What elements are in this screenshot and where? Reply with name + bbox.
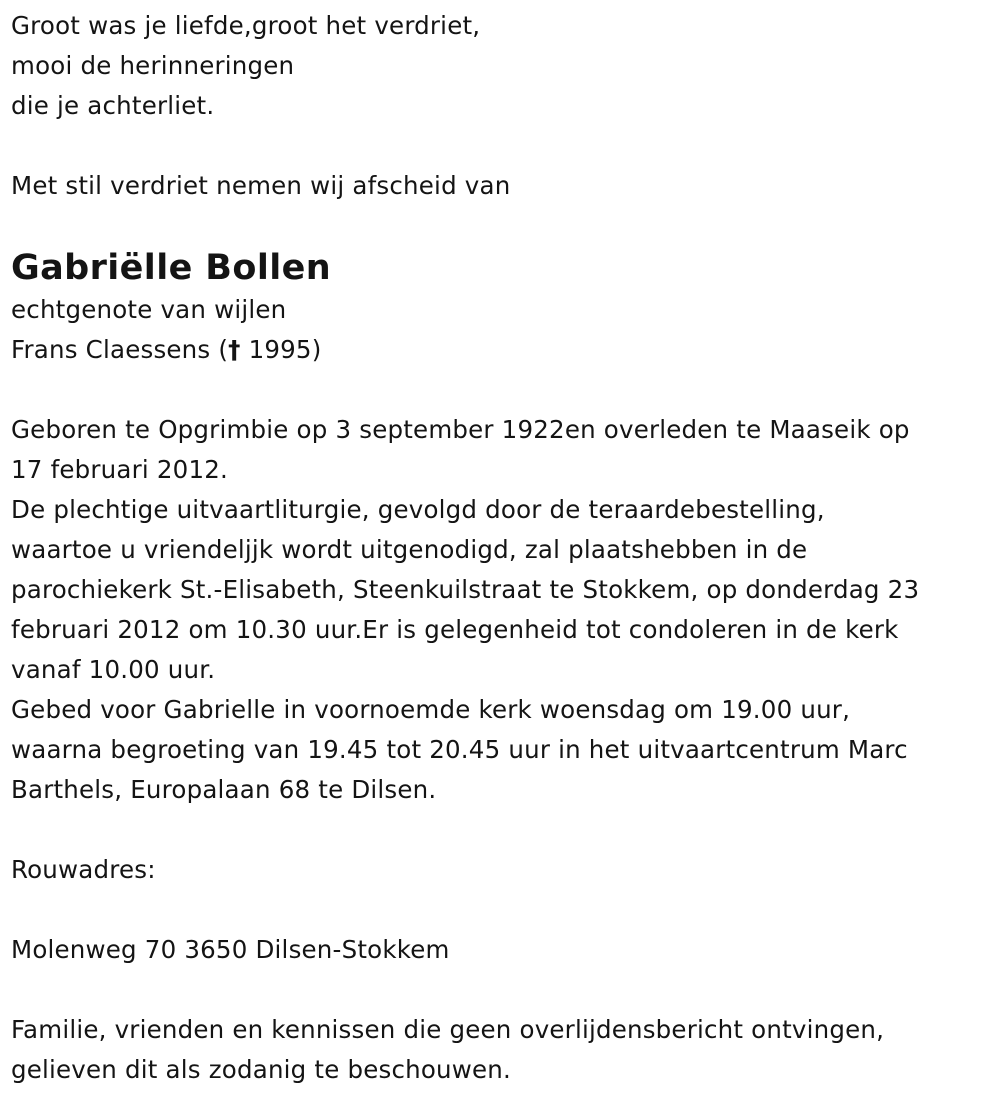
spouse-line <box>11 330 991 370</box>
cross-icon: † <box>228 335 241 364</box>
body-line: parochiekerk St.-Elisabeth, Steenkuilstraat te Stokkem, op donderdag 23 <box>11 575 920 604</box>
address-value: Molenweg 70 3650 Dilsen-Stokkem <box>11 935 450 964</box>
body-line: Barthels, Europalaan 68 te Dilsen. <box>11 775 437 804</box>
spacer <box>11 370 991 410</box>
body-line: februari 2012 om 10.30 uur.Er is gelegenheid tot condoleren in de kerk <box>11 615 899 644</box>
poem-line-2: mooi de herinneringen <box>11 51 295 80</box>
spouse-name: Frans Claessens ( <box>11 335 229 364</box>
spacer <box>11 810 991 850</box>
relation-text: echtgenote van wijlen <box>11 295 287 324</box>
poem-line-1: Groot was je liefde,groot het verdriet, <box>11 11 481 40</box>
spacer <box>11 970 991 1010</box>
body-line: Geboren te Opgrimbie op 3 september 1922en overleden te Maaseik op <box>11 415 910 444</box>
body-line: De plechtige uitvaartliturgie, gevolgd door de teraardebestelling, <box>11 495 825 524</box>
body-line: vanaf 10.00 uur. <box>11 655 216 684</box>
body-line: waarna begroeting van 19.45 tot 20.45 uur in het uitvaartcentrum Marc <box>11 735 908 764</box>
spacer <box>11 206 991 246</box>
address-label: Rouwadres: <box>11 855 156 884</box>
body-line: waartoe u vriendeljjk wordt uitgenodigd, zal plaatshebben in de <box>11 535 808 564</box>
body-line: 17 februari 2012. <box>11 455 229 484</box>
closing-line-2: gelieven dit als zodanig te beschouwen. <box>11 1055 512 1084</box>
spacer <box>11 126 991 166</box>
spouse-year: 1995) <box>240 335 322 364</box>
deceased-name: Gabriëlle Bollen <box>11 248 332 288</box>
spacer <box>11 890 991 930</box>
obituary-notice <box>11 6 991 1090</box>
intro-text: Met stil verdriet nemen wij afscheid van <box>11 171 511 200</box>
body-line: Gebed voor Gabrielle in voornoemde kerk woensdag om 19.00 uur, <box>11 695 851 724</box>
closing-line-1: Familie, vrienden en kennissen die geen overlijdensbericht ontvingen, <box>11 1015 885 1044</box>
poem-line-3: die je achterliet. <box>11 91 215 120</box>
